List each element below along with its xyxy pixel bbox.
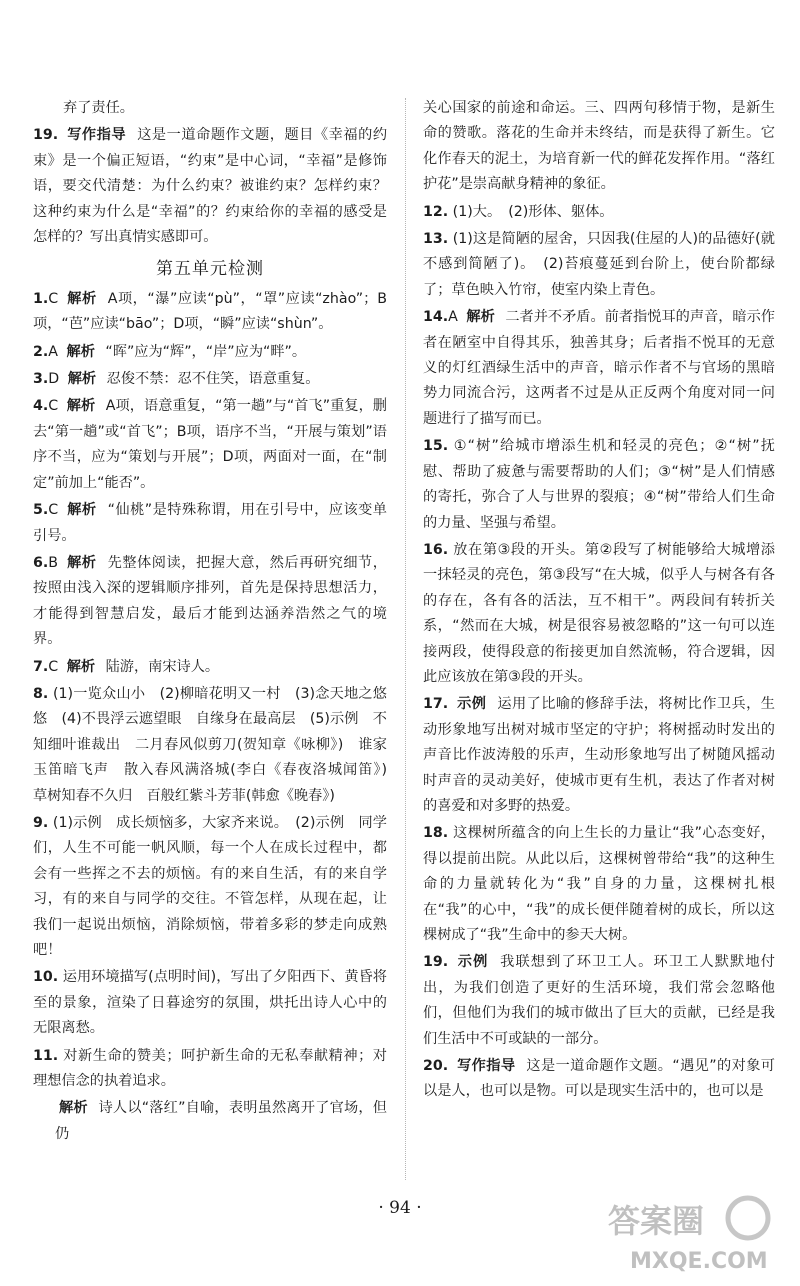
watermark-ring (728, 1198, 768, 1238)
answer-item-17: 17. 示例 运用了比喻的修辞手法，将树比作卫兵，生动形象地写出树对城市坚定的守护；将树摇动时发出的声音比作波涛般的乐声，生动形象地写出了树随风摇动时声音的灵动美好，使城市更有生机，表达了作者对树的喜爱和对多野的热爱。 (423, 696, 775, 814)
item-text: 这是一道命题作文题，题目《幸福的约束》是一个偏正短语，“约束”是中心词，“幸福”是修饰语，要交代清楚：为什么约束？被谁约束？怎样约束？这种约束为什么是“幸福”的？约束给你的幸福的感受是怎样的？写出真情实感即可。 (33, 127, 388, 246)
example-tag: 示例 (457, 954, 489, 971)
answer-item-8: 8. (1)一览众山小 (2)柳暗花明又一村 (3)念天地之悠悠 (4)不畏浮云遮望眼 自缘身在最高层 (5)示例 不知细叶谁裁出 二月春风似剪刀(贺知章《咏柳》) 谁家玉笛暗飞声 散入春风满洛城(李白《春夜洛城闻笛》) 草树知春不久归 百般红紫斗芳菲(韩愈《晚春》) (33, 685, 402, 804)
answer-item-10: 10. 运用环境描写(点明时间)，写出了夕阳西下、黄昏将至的景象，渲染了日暮途穷的氛围，烘托出诗人心中的无限离愁。 (33, 969, 387, 1037)
answer-item-5: 5.C 解析 “仙桃”是特殊称谓，用在引号中，应该变单引号。 (33, 502, 387, 544)
analysis-tag: 解析 (466, 309, 495, 326)
right-column (423, 96, 775, 1107)
continuation-text: 弃了责任。 (63, 100, 134, 116)
analysis-tag: 解析 (66, 398, 96, 415)
watermark-logo (600, 1188, 780, 1278)
answer-item-9: 9. (1)示例 成长烦恼多，大家齐来说。 (2)示例 同学们，人生不可能一帆风顺，每一个人在成长过程中，都会有一些挥之不去的烦恼。有的来自生活，有的来自学习，有的来自与同学的交往。不管怎样，从现在起，让我们一起说出烦恼，消除烦恼，带着多彩的梦走向成熟吧！ (33, 814, 387, 958)
answer-item-6: 6.B 解析 先整体阅读，把握大意，然后再研究细节，按照由浅入深的逻辑顺序排列，首先是保持思想活力，才能得到智慧启发，最后才能到达涵养浩然之气的境界。 (33, 554, 387, 648)
answer-item-19-writing-guide (33, 123, 387, 250)
answer-item-11: 11. 对新生命的赞美；呵护新生命的无私奉献精神；对理想信念的执着追求。 (33, 1047, 387, 1090)
watermark-url: MXQE.COM (630, 1249, 768, 1274)
watermark-title: 答案圈 (608, 1202, 705, 1240)
answer-item-2: 2.A 解析 “晖”应为“辉”，“岸”应为“畔”。 (33, 343, 307, 360)
answer-item-15: 15. ①“树”给城市增添生机和轻灵的亮色；②“树”抚慰、帮助了疲惫与需要帮助的人们；③“树”是人们情感的寄托，弥合了人与世界的裂痕；④“树”带给人们生命的力量、坚强与希望。 (423, 438, 775, 531)
answer-item-18: 18. 这棵树所蕴含的向上生长的力量让“我”心态变好，得以提前出院。从此以后，这棵树曾带给“我”的这种生命的力量就转化为“我”自身的力量，这棵树扎根在“我”的心中，“我”的成长便伴随着树的成长，所以这棵树成了“我”生命中的参天大树。 (423, 825, 775, 943)
analysis-tag: 解析 (67, 502, 97, 519)
example-tag: 示例 (457, 696, 487, 713)
analysis-tag: 解析 (67, 371, 97, 388)
writing-guide-tag: 写作指导 (457, 1058, 516, 1075)
writing-guide-tag: 写作指导 (67, 127, 127, 144)
continuation-text: 关心国家的前途和命运。三、四两句移情于物，是新生命的赞歌。落花的生命并未终结，而是获得了新生。它化作春天的泥土，为培育新一代的鲜花发挥作用。“落红护花”是崇高献身精神的象征。 (423, 100, 775, 193)
answer-item-7: 7.C 解析 陆游，南宋诗人。 (33, 658, 220, 675)
answer-item-3: 3.D 解析 忍俊不禁：忍不住笑，语意重复。 (33, 371, 320, 388)
answer-item-1: 1.C 解析 A项，“瀑”应读“pù”，“罩”应读“zhào”；B项，“芭”应读“bāo”；D项，“瞬”应读“shùn”。 (33, 290, 388, 333)
answer-item-4: 4.C 解析 A项，语意重复，“第一趟”与“首飞”重复，删去“第一趟”或“首飞”；B项，语序不当，“开展与策划”语序不当，应为“策划与开展”；D项，两面对一面，在“制定”前加上“能否”。 (33, 398, 387, 491)
section-title: 第五单元检测 (156, 259, 264, 280)
analysis-tag: 解析 (59, 1100, 88, 1117)
left-column (33, 96, 402, 1149)
item-number: 19. (33, 127, 59, 144)
answer-item-13: 13. (1)这是简陋的屋舍，只因我(住屋的人)的品德好(就不感到简陋了)。 (2)苔痕蔓延到台阶上，使台阶都绿了；草色映入竹帘，使室内染上青色。 (423, 231, 775, 298)
analysis-tag: 解析 (67, 290, 97, 307)
page-number: · 94 · (378, 1198, 422, 1218)
analysis-tag: 解析 (67, 554, 97, 571)
answer-item-14: 14.A 解析 二者并不矛盾。前者指悦耳的声音，暗示作者在陋室中自得其乐，独善其身；后者指不悦耳的无意义的灯红酒绿生活中的声音，暗示作者不与官场的黑暗势力同流合污，这两者不过是从正反两个角度对同一问题进行了描写而已。 (423, 309, 775, 427)
analysis-tag: 解析 (66, 343, 95, 360)
answer-item-16: 16. 放在第③段的开头。第②段写了树能够给大城增添一抹轻灵的亮色，第③段写“在大城，似乎人与树各有各的存在，各有各的活法，互不相干”。两段间有转折关系，“然而在大城，树是很容易被忽略的”这一句可以连接两段，使得段意的衔接更加自然流畅，符合逻辑，因此应该放在第③段的开头。 (423, 541, 775, 685)
answer-item-20: 20. 写作指导 这是一道命题作文题。“遇见”的对象可以是人，也可以是物。可以是现实生活中的，也可以是 (423, 1058, 775, 1100)
column-divider (405, 98, 406, 1180)
analysis-tag: 解析 (66, 658, 96, 675)
answer-item-19: 19. 示例 我联想到了环卫工人。环卫工人默默地付出，为我们创造了更好的生活环境，我们常会忽略他们，但他们为我们的城市做出了巨大的贡献，已经是我们生活中不可或缺的一部分。 (423, 954, 775, 1047)
answer-item-11-analysis: 解析 诗人以“落红”自喻，表明虽然离开了官场，但仍 (55, 1100, 387, 1142)
answer-item-12: 12. (1)大。 (2)形体、躯体。 (423, 203, 614, 220)
